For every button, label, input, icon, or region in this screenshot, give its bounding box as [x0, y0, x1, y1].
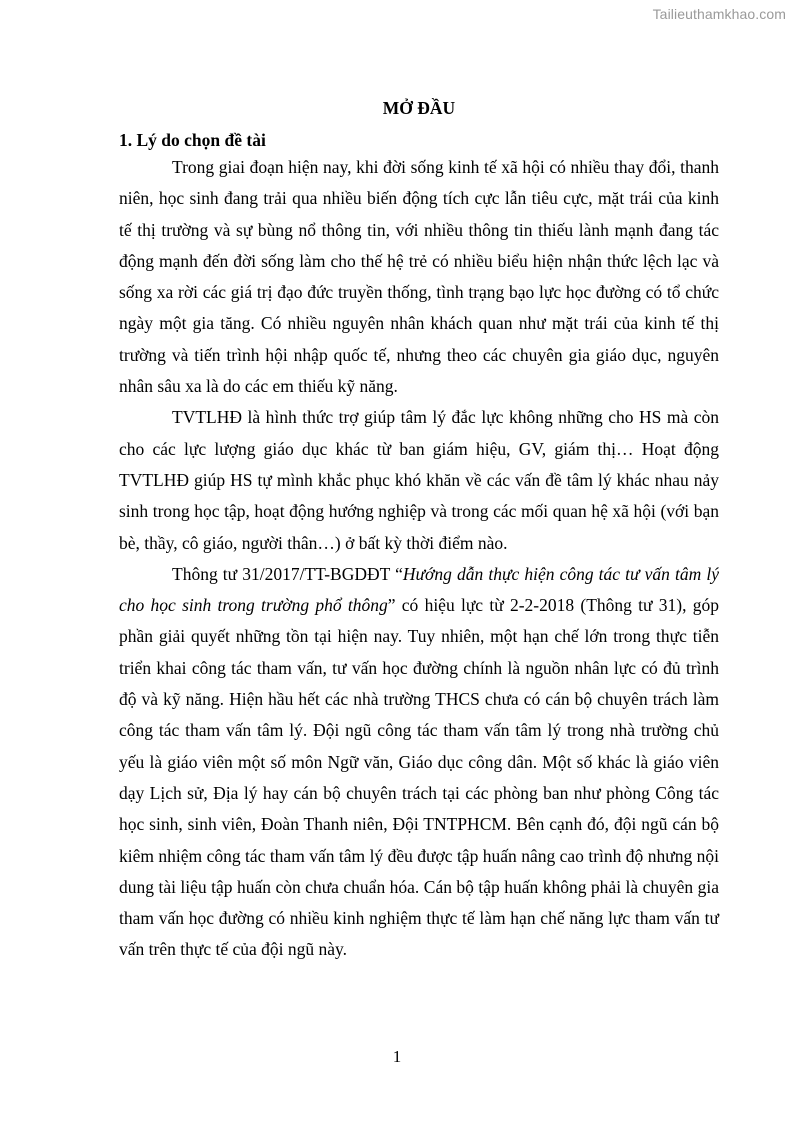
paragraph-3-body: ” có hiệu lực từ 2-2-2018 (Thông tư 31), góp phần giải quyết những tồn tại hiện nay. Tuy nhiên, một hạn chế lớn trong thực tiễn triển khai công tác tham vấn, tư vấn học đường chính là nguồn nhân lực có đủ trình độ và kỹ năng. Hiện hầu hết các nhà trường THCS chưa có cán bộ chuyên trách làm công tác tham vấn tâm lý. Đội ngũ công tác tham vấn tâm lý trong nhà trường chủ yếu là giáo viên một số môn Ngữ văn, Giáo dục công dân. Một số khác là giáo viên dạy Lịch sử, Địa lý hay cán bộ chuyên trách tại các phòng ban như phòng Công tác học sinh, sinh viên, Đoàn Thanh niên, Đội TNTPHCM. Bên cạnh đó, đội ngũ cán bộ kiêm nhiệm công tác tham vấn tâm lý đều được tập huấn nâng cao trình độ nhưng nội dung tài liệu tập huấn còn chưa chuẩn hóa. Cán bộ tập huấn không phải là chuyên gia tham vấn học đường có nhiều kinh nghiệm thực tế làm hạn chế năng lực tham vấn tư vấn trên thực tế của đội ngũ này. [119, 595, 719, 960]
paragraph-1: Trong giai đoạn hiện nay, khi đời sống kinh tế xã hội có nhiều thay đổi, thanh niên, học sinh đang trải qua nhiều biến động tích cực lẫn tiêu cực, mặt trái của kinh tế thị trường và sự bùng nổ thông tin, với nhiều thông tin thiếu lành mạnh đang tác động mạnh đến đời sống làm cho thế hệ trẻ có nhiều biểu hiện nhận thức lệch lạc và sống xa rời các giá trị đạo đức truyền thống, tình trạng bạo lực học đường có tổ chức ngày một gia tăng. Có nhiều nguyên nhân khách quan như mặt trái của kinh tế thị trường và tiến trình hội nhập quốc tế, nhưng theo các chuyên gia giáo dục, nguyên nhân sâu xa là do các em thiếu kỹ năng. [119, 157, 719, 397]
page-number: 1 [392, 1047, 402, 1066]
watermark-text: Tailieuthamkhao.com [652, 6, 786, 22]
paragraph-3 [119, 559, 719, 966]
document-title: MỞ ĐẦU [382, 98, 456, 118]
paragraph-2: TVTLHĐ là hình thức trợ giúp tâm lý đắc lực không những cho HS mà còn cho các lực lượng giáo dục khác từ ban giám hiệu, GV, giám thị… Hoạt động TVTLHĐ giúp HS tự mình khắc phục khó khăn về các vấn đề tâm lý khác nhau nảy sinh trong học tập, hoạt động hướng nghiệp và trong các mối quan hệ xã hội (với bạn bè, thầy, cô giáo, người thân…) ở bất kỳ thời điểm nào. [119, 407, 719, 553]
circular-title-italic: Hướng dẫn thực hiện công tác tư vấn tâm lý cho học sinh trong trường phổ thông [119, 563, 719, 616]
paragraph-3-lead: Thông tư 31/2017/TT-BGDĐT “ [172, 563, 403, 584]
document-page [119, 96, 719, 966]
section-heading: 1. Lý do chọn đề tài [119, 130, 266, 150]
